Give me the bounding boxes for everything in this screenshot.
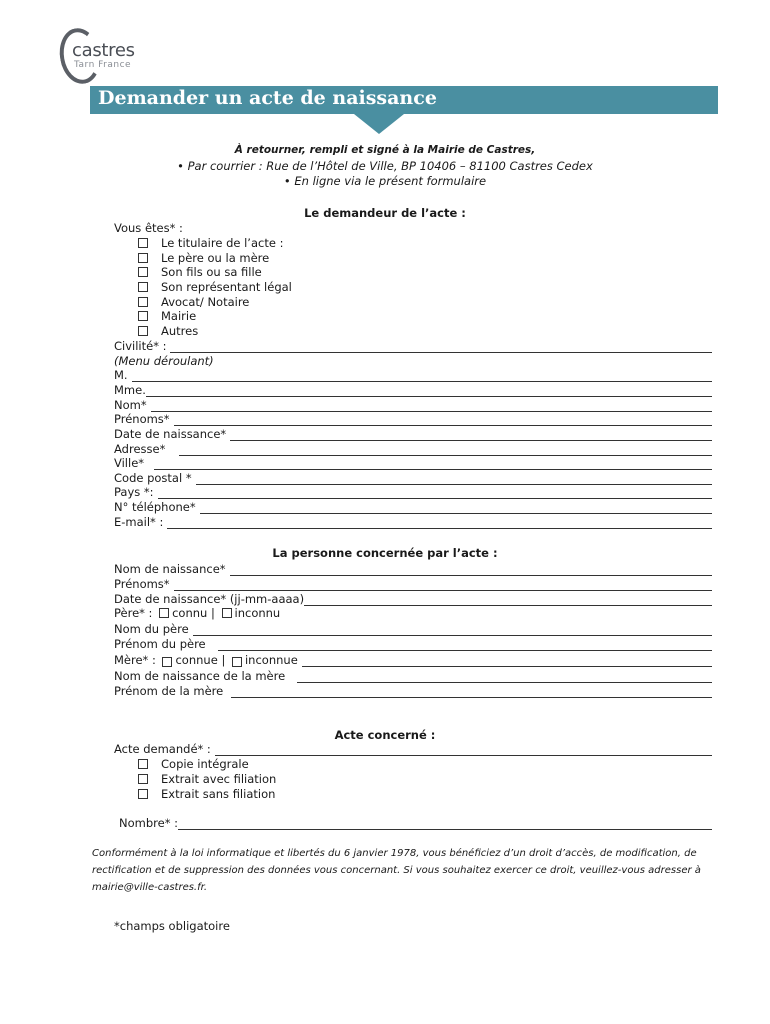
intro-line-3: • En ligne via le présent formulaire (283, 174, 487, 188)
option-label: Extrait sans filiation (161, 787, 276, 801)
field-line[interactable] (174, 414, 712, 426)
section-demandeur-title: Le demandeur de l’acte : (304, 206, 466, 220)
checkbox[interactable] (138, 759, 148, 769)
legal-note: Conformément à la loi informatique et libertés du 6 janvier 1978, vous bénéficiez d’un droit d’accès, de modification, de rectification et de suppression des données vous concernant. Si vous souhaitez exercer ce droit, veuillez-vous adresser à mairie@ville-castres.fr. (92, 848, 701, 893)
civilite-field[interactable] (114, 339, 712, 353)
field-label: Prénoms* (114, 412, 170, 426)
field-label: Ville* (114, 456, 145, 470)
checkbox[interactable] (138, 326, 148, 336)
mere-row[interactable] (114, 653, 712, 667)
mere-inconnue-label: inconnue (244, 653, 298, 667)
checkbox[interactable] (138, 774, 148, 784)
mere-label: Mère* : (114, 653, 156, 667)
pere-row (114, 606, 280, 620)
option-label: Extrait avec filiation (161, 772, 277, 786)
field-nom-naissance[interactable] (114, 562, 712, 576)
field-nombre[interactable] (119, 816, 712, 830)
intro-line-2: • Par courrier : Rue de l’Hôtel de Ville, BP 10406 – 81100 Castres Cedex (177, 159, 593, 173)
option-extrait-avec-filiation[interactable] (138, 772, 276, 786)
field-label: Adresse* (114, 442, 166, 456)
field-acte-demande[interactable] (114, 742, 712, 756)
checkbox[interactable] (138, 789, 148, 799)
menu-note: (Menu déroulant) (114, 354, 214, 368)
field-m[interactable] (114, 368, 712, 382)
pere-label: Père* : (114, 606, 153, 620)
field-label: M. (114, 368, 128, 382)
field-line[interactable] (302, 655, 712, 667)
field-label: Code postal * (114, 471, 192, 485)
field-label: Prénoms* (114, 577, 170, 591)
option-avocat[interactable] (138, 295, 249, 309)
title-banner (90, 86, 718, 114)
checkbox[interactable] (138, 311, 148, 321)
section-personne-title: La personne concernée par l’acte : (272, 546, 498, 560)
field-label: Pays *: (114, 485, 154, 499)
checkbox[interactable] (138, 267, 148, 277)
option-mairie[interactable] (138, 309, 196, 323)
field-label: N° téléphone* (114, 500, 196, 514)
field-nom-pere[interactable] (114, 622, 712, 636)
banner-arrow (354, 114, 404, 134)
logo-name: castres (72, 40, 135, 61)
field-line[interactable] (230, 429, 712, 441)
option-titulaire[interactable] (138, 236, 283, 250)
field-line[interactable] (170, 341, 712, 353)
field-line[interactable] (230, 564, 712, 576)
option-label: Copie intégrale (161, 757, 249, 771)
field-line[interactable] (158, 487, 712, 499)
pere-inconnu-label: inconnu (234, 606, 281, 620)
field-line[interactable] (167, 517, 712, 529)
option-pere-mere[interactable] (138, 251, 269, 265)
field-prenom-mere[interactable] (114, 684, 712, 698)
field-ville[interactable] (114, 456, 712, 470)
field-line[interactable] (297, 671, 712, 683)
intro-line-1: À retourner, rempli et signé à la Mairie de Castres, (234, 144, 536, 156)
field-line[interactable] (178, 818, 712, 830)
option-label: Son fils ou sa fille (161, 265, 262, 279)
field-nom[interactable] (114, 398, 712, 412)
field-prenom-pere[interactable] (114, 637, 712, 651)
option-label: Son représentant légal (161, 280, 292, 294)
field-line[interactable] (132, 370, 712, 382)
option-fils-fille[interactable] (138, 265, 262, 279)
field-label: Nombre* : (119, 816, 178, 830)
field-label: Prénom du père (114, 637, 206, 651)
field-code-postal[interactable] (114, 471, 712, 485)
section-acte-title: Acte concerné : (334, 728, 436, 742)
option-label: Autres (161, 324, 199, 338)
option-copie-integrale[interactable] (138, 757, 249, 771)
option-extrait-sans-filiation[interactable] (138, 787, 275, 801)
checkbox[interactable] (138, 253, 148, 263)
field-line[interactable] (193, 624, 712, 636)
field-pays[interactable] (114, 485, 712, 499)
logo-subtitle: Tarn France (74, 60, 132, 70)
field-line[interactable] (174, 579, 712, 591)
option-label: Le père ou la mère (161, 251, 270, 265)
field-label: Mme. (114, 383, 146, 397)
field-line[interactable] (151, 400, 712, 412)
field-line[interactable] (196, 473, 712, 485)
checkbox-mere-connue[interactable] (162, 657, 172, 667)
field-date-naissance[interactable] (114, 427, 712, 441)
checkbox[interactable] (138, 282, 148, 292)
field-label: Nom de naissance* (114, 562, 226, 576)
field-prenoms-concerne[interactable] (114, 577, 712, 591)
field-line[interactable] (146, 385, 712, 397)
field-telephone[interactable] (114, 500, 712, 514)
field-line[interactable] (215, 744, 712, 756)
field-mme[interactable] (114, 383, 712, 397)
checkbox-pere-connu[interactable] (159, 608, 169, 618)
option-label: Avocat/ Notaire (161, 295, 250, 309)
checkbox[interactable] (138, 297, 148, 307)
option-autres[interactable] (138, 324, 198, 338)
page-title: Demander un acte de naissance (98, 87, 437, 109)
field-label: Prénom de la mère (114, 684, 224, 698)
option-label: Le titulaire de l’acte : (161, 236, 284, 250)
checkbox[interactable] (138, 238, 148, 248)
option-label: Mairie (161, 309, 197, 323)
checkbox-mere-inconnue[interactable] (232, 657, 242, 667)
field-label: Acte demandé* : (114, 742, 211, 756)
field-line[interactable] (304, 594, 712, 606)
field-label: Nom* (114, 398, 147, 412)
field-line[interactable] (154, 458, 712, 470)
field-label: E-mail* : (114, 515, 164, 529)
vous-etes-label: Vous êtes* : (114, 221, 183, 235)
field-date-naissance-concerne[interactable] (114, 592, 712, 606)
checkbox-pere-inconnu[interactable] (222, 608, 232, 618)
field-line[interactable] (231, 686, 712, 698)
mere-connue-label: connue | (175, 653, 226, 667)
field-label: Date de naissance* (114, 427, 227, 441)
field-adresse[interactable] (114, 442, 712, 456)
pere-connu-label: connu | (172, 606, 215, 620)
required-note: *champs obligatoire (114, 919, 230, 933)
field-label: Nom de naissance de la mère (114, 669, 286, 683)
field-label: Nom du père (114, 622, 189, 636)
field-line[interactable] (200, 502, 712, 514)
field-line[interactable] (179, 444, 712, 456)
field-label: Civilité* : (114, 339, 167, 353)
field-prenoms[interactable] (114, 412, 712, 426)
field-label: Date de naissance* (jj-mm-aaaa) (114, 592, 305, 606)
field-nom-naissance-mere[interactable] (114, 669, 712, 683)
field-email[interactable] (114, 515, 712, 529)
option-representant[interactable] (138, 280, 292, 294)
castres-logo (60, 26, 140, 86)
field-line[interactable] (218, 639, 712, 651)
